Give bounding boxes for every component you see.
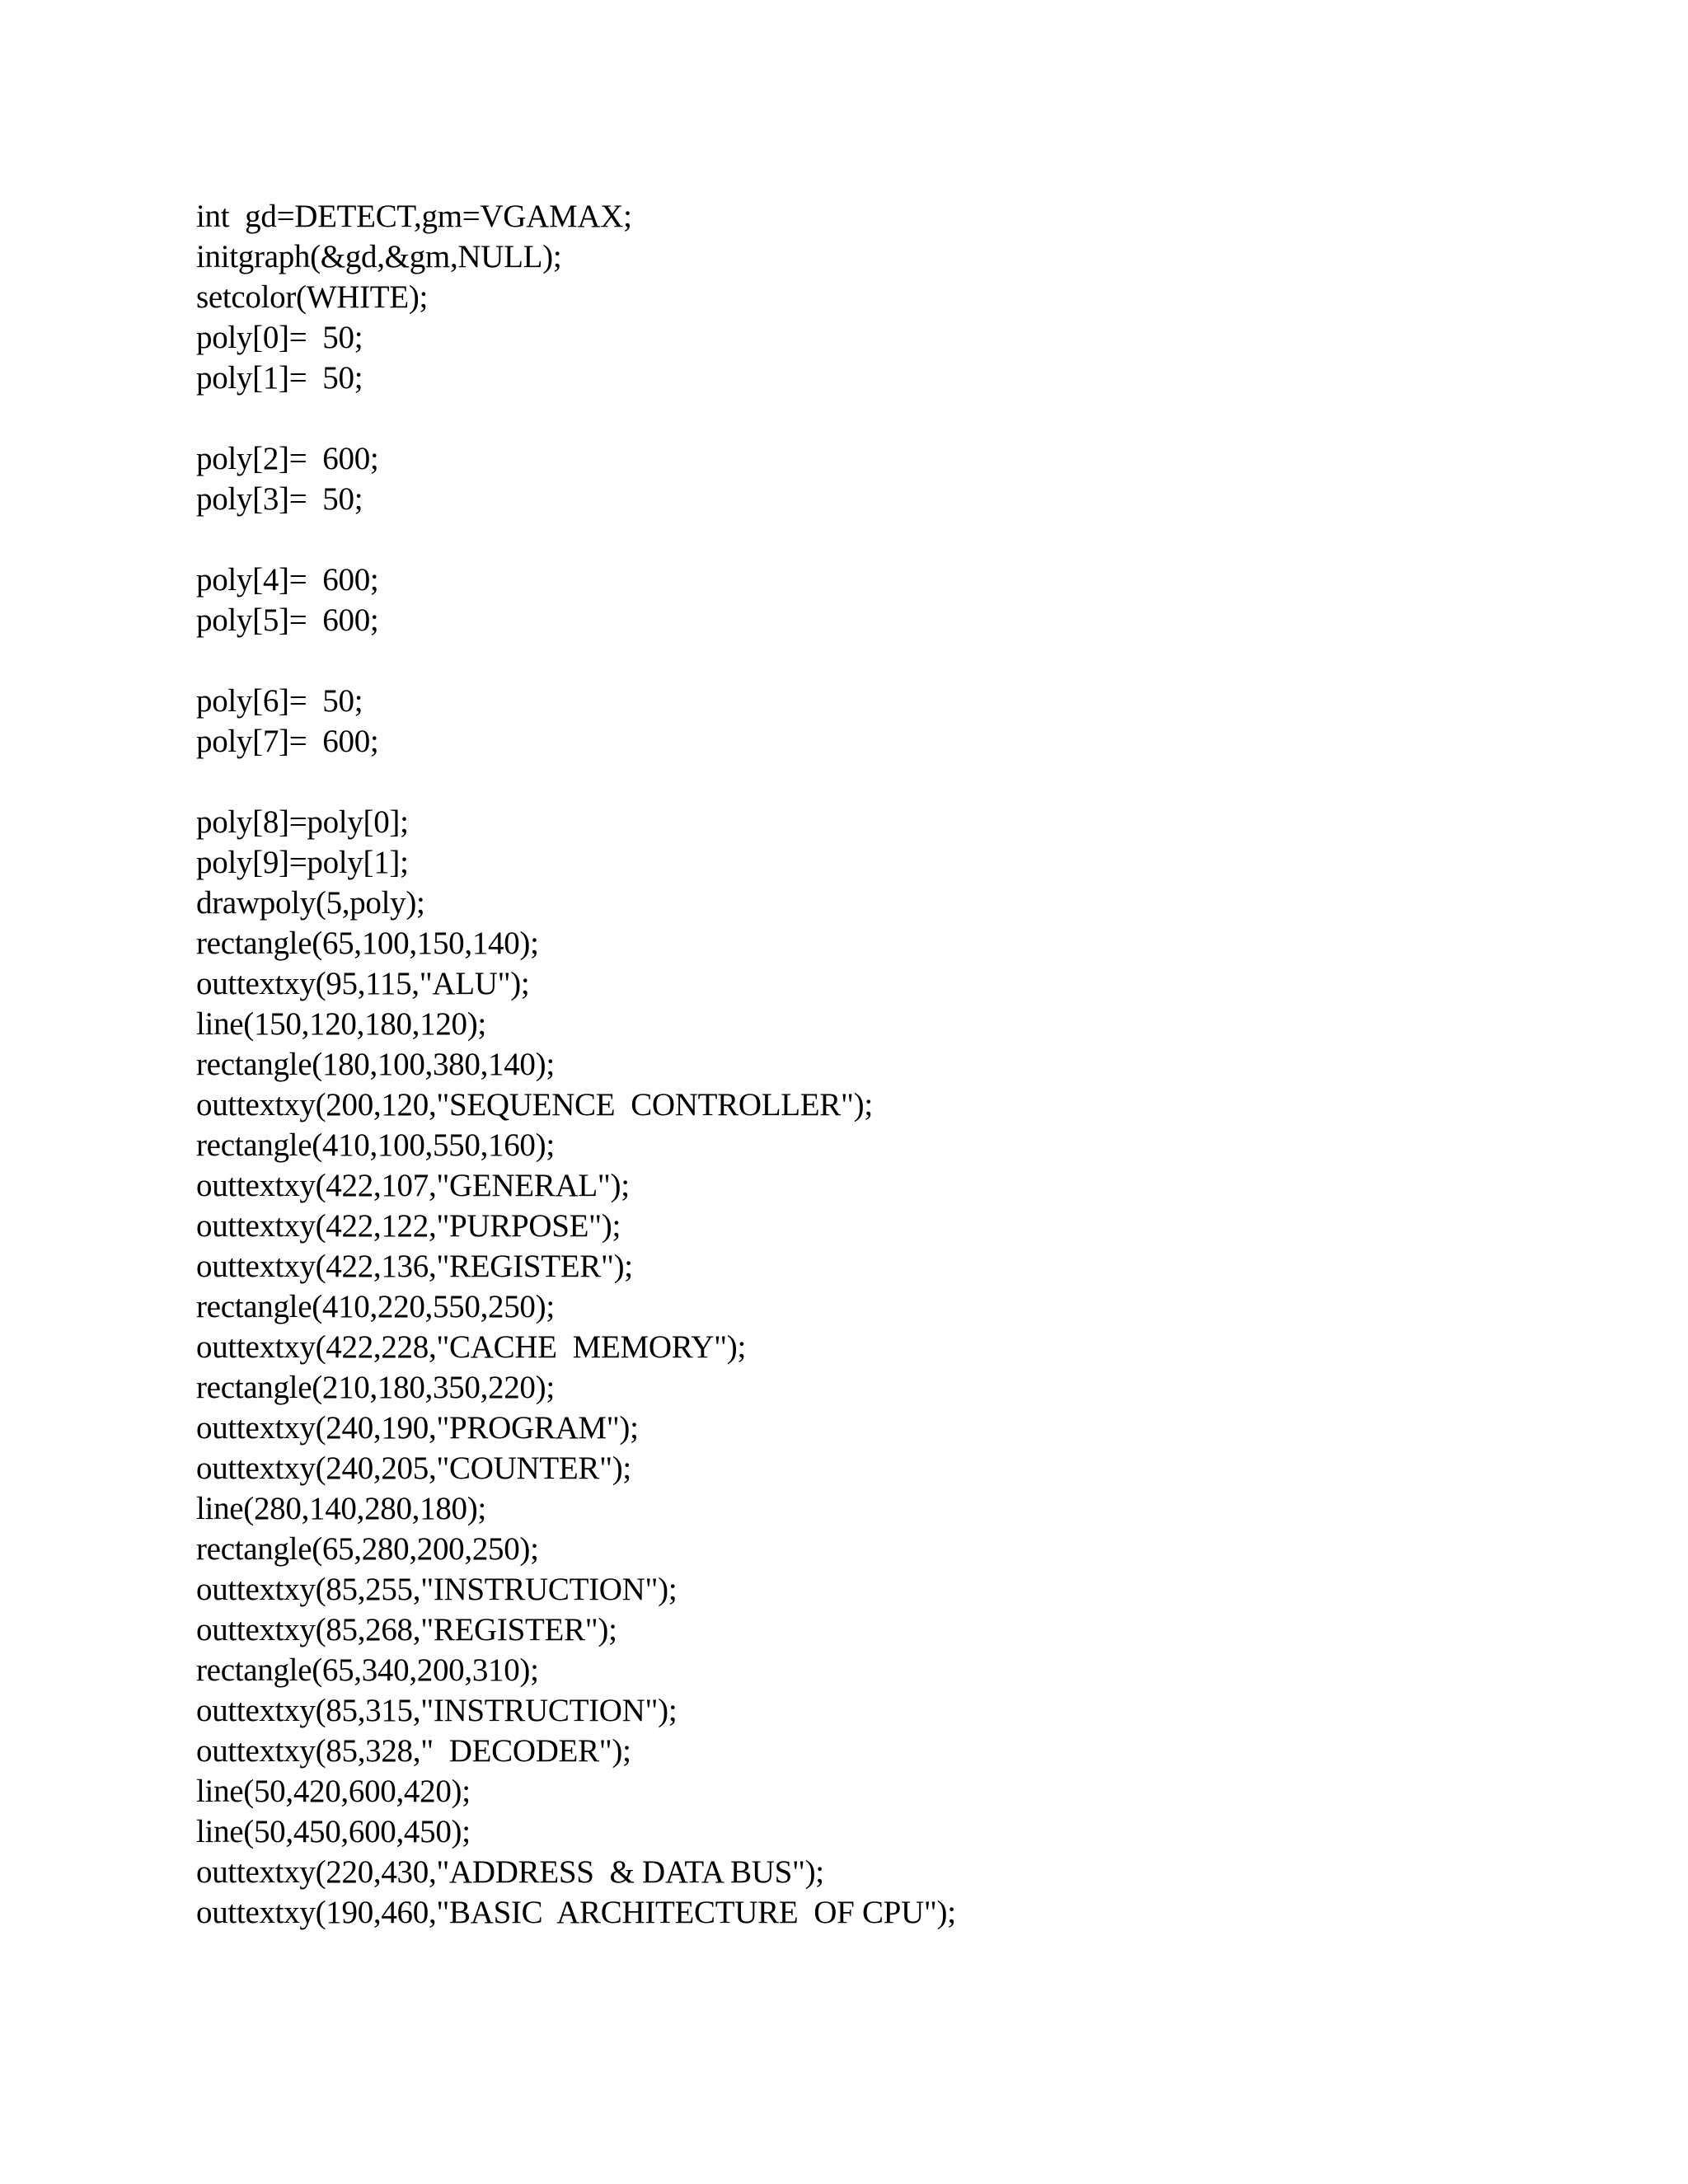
code-line: setcolor(WHITE); [196, 279, 429, 315]
code-line: rectangle(410,100,550,160); [196, 1127, 555, 1163]
code-line: poly[1]= 50; [196, 360, 363, 396]
code-line: rectangle(65,100,150,140); [196, 926, 539, 961]
code-line: outtextxy(200,120,"SEQUENCE CONTROLLER"); [196, 1087, 873, 1122]
code-line: rectangle(65,280,200,250); [196, 1531, 539, 1567]
code-line: poly[8]=poly[0]; [196, 804, 409, 840]
code-line: outtextxy(422,122,"PURPOSE"); [196, 1208, 621, 1244]
code-line: rectangle(210,180,350,220); [196, 1370, 555, 1405]
code-line: line(150,120,180,120); [196, 1006, 486, 1042]
code-line: poly[6]= 50; [196, 683, 363, 719]
blank-line [196, 398, 1597, 438]
code-line: drawpoly(5,poly); [196, 885, 425, 921]
code-line: outtextxy(422,107,"GENERAL"); [196, 1168, 630, 1203]
code-line: poly[4]= 600; [196, 562, 379, 598]
code-line: line(50,420,600,420); [196, 1774, 471, 1809]
code-line: outtextxy(85,328," DECODER"); [196, 1733, 631, 1769]
code-line: outtextxy(220,430,"ADDRESS & DATA BUS"); [196, 1854, 824, 1890]
code-line: int gd=DETECT,gm=VGAMAX; [196, 199, 632, 234]
code-line: outtextxy(240,205,"COUNTER"); [196, 1451, 631, 1486]
code-line: outtextxy(190,460,"BASIC ARCHITECTURE OF CPU"); [196, 1895, 956, 1930]
code-line: rectangle(180,100,380,140); [196, 1047, 555, 1082]
code-line: outtextxy(85,315,"INSTRUCTION"); [196, 1693, 678, 1728]
code-line: outtextxy(422,228,"CACHE MEMORY"); [196, 1329, 747, 1365]
blank-line [196, 762, 1597, 802]
code-line: outtextxy(240,190,"PROGRAM"); [196, 1410, 639, 1446]
code-line: outtextxy(85,268,"REGISTER"); [196, 1612, 617, 1647]
blank-line [196, 640, 1597, 681]
code-line: poly[9]=poly[1]; [196, 845, 409, 880]
blank-line [196, 519, 1597, 560]
code-line: outtextxy(422,136,"REGISTER"); [196, 1249, 633, 1284]
code-line: poly[3]= 50; [196, 481, 363, 517]
code-line: outtextxy(85,255,"INSTRUCTION"); [196, 1572, 678, 1607]
code-line: line(280,140,280,180); [196, 1491, 486, 1526]
code-line: initgraph(&gd,&gm,NULL); [196, 239, 562, 274]
code-line: poly[5]= 600; [196, 602, 379, 638]
code-line: poly[0]= 50; [196, 320, 363, 355]
code-line: line(50,450,600,450); [196, 1814, 471, 1849]
code-line: poly[2]= 600; [196, 441, 379, 476]
code-line: rectangle(65,340,200,310); [196, 1652, 539, 1688]
code-line: outtextxy(95,115,"ALU"); [196, 966, 530, 1001]
code-listing [196, 196, 1597, 1933]
code-line: rectangle(410,220,550,250); [196, 1289, 555, 1324]
code-line: poly[7]= 600; [196, 724, 379, 759]
